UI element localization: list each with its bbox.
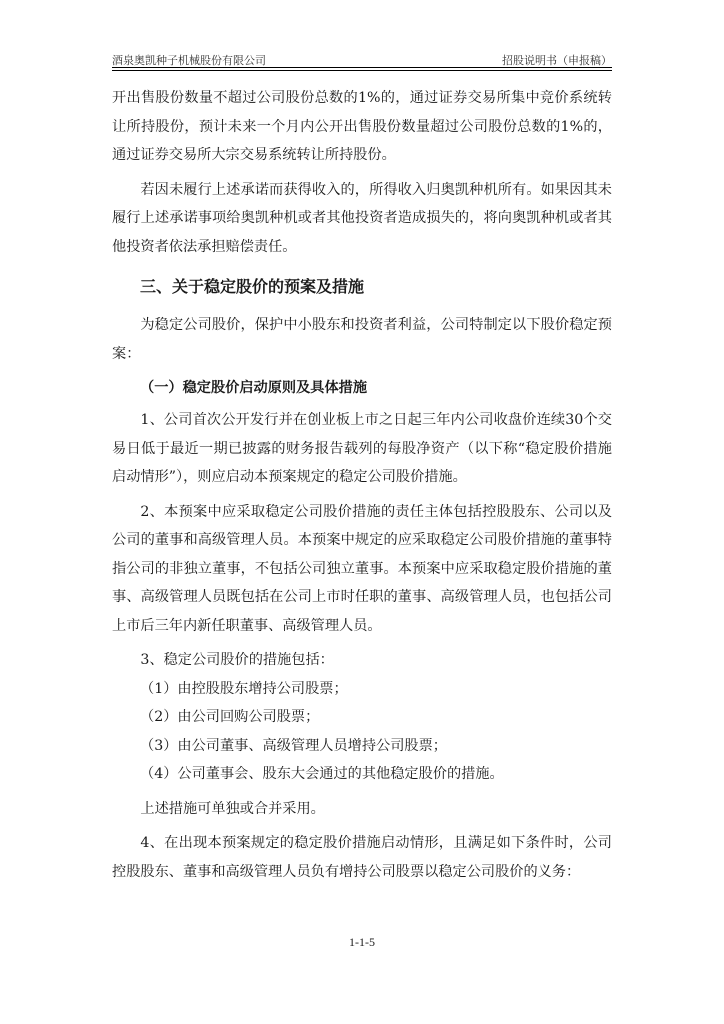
paragraph-intro: 为稳定公司股价，保护中小股东和投资者利益，公司特制定以下股价稳定预案： (112, 317, 612, 362)
measure-item: （1）由控股股东增持公司股票； (140, 680, 348, 697)
paragraph-item-2: 2、本预案中应采取稳定公司股价措施的责任主体包括控股股东、公司以及公司的董事和高级管理人员。本预案中规定的应采取稳定公司股价措施的董事特指公司的非独立董事，不包括公司独立董事。本预案中应采取稳定股价措施的董事、高级管理人员既包括在公司上市时任职的董事、高级管理人员，也包括公司上市后三年内新任职董事、高级管理人员。 (112, 503, 612, 634)
header-company: 酒泉奥凯种子机械股份有限公司 (112, 54, 266, 67)
paragraph-continuation: 开出售股份数量不超过公司股份总数的1%的，通过证券交易所集中竞价系统转让所持股份，预计未来一个月内公开出售股份数量超过公司股份总数的1%的，通过证券交易所大宗交易系统转让所持股份。 (112, 90, 612, 163)
paragraph-item-1: 1、公司首次公开发行并在创业板上市之日起三年内公司收盘价连续30个交易日低于最近一期已披露的财务报告载列的每股净资产（以下称“稳定股价措施启动情形”），则应启动本预案规定的稳定公司股价措施。 (112, 412, 612, 485)
measure-item: （2）由公司回购公司股票； (140, 709, 320, 725)
subsection-title: （一）稳定股价启动原则及具体措施 (140, 380, 368, 396)
header-rule (112, 67, 612, 68)
page-number: 1-1-5 (349, 935, 375, 949)
document-body (112, 84, 612, 886)
measure-item: （3）由公司董事、高级管理人员增持公司股票； (140, 737, 447, 754)
paragraph-combined: 上述措施可单独或合并采用。 (140, 800, 325, 817)
header-doc-title: 招股说明书（申报稿） (502, 54, 612, 67)
section-title: 三、关于稳定股价的预案及措施 (140, 277, 365, 296)
paragraph-item-3: 3、稳定公司股价的措施包括： (140, 652, 334, 668)
paragraph-item-4: 4、在出现本预案规定的稳定股价措施启动情形，且满足如下条件时，公司控股股东、董事和高级管理人员负有增持公司股票以稳定公司股价的义务： (112, 835, 612, 880)
paragraph-liability: 若因未履行上述承诺而获得收入的，所得收入归奥凯种机所有。如果因其未履行上述承诺事项给奥凯种机或者其他投资者造成损失的，将向奥凯种机或者其他投资者依法承担赔偿责任。 (112, 181, 612, 255)
page-header (112, 50, 612, 68)
measure-item: （4）公司董事会、股东大会通过的其他稳定股价的措施。 (140, 766, 504, 782)
header-rule-thin (112, 70, 612, 71)
